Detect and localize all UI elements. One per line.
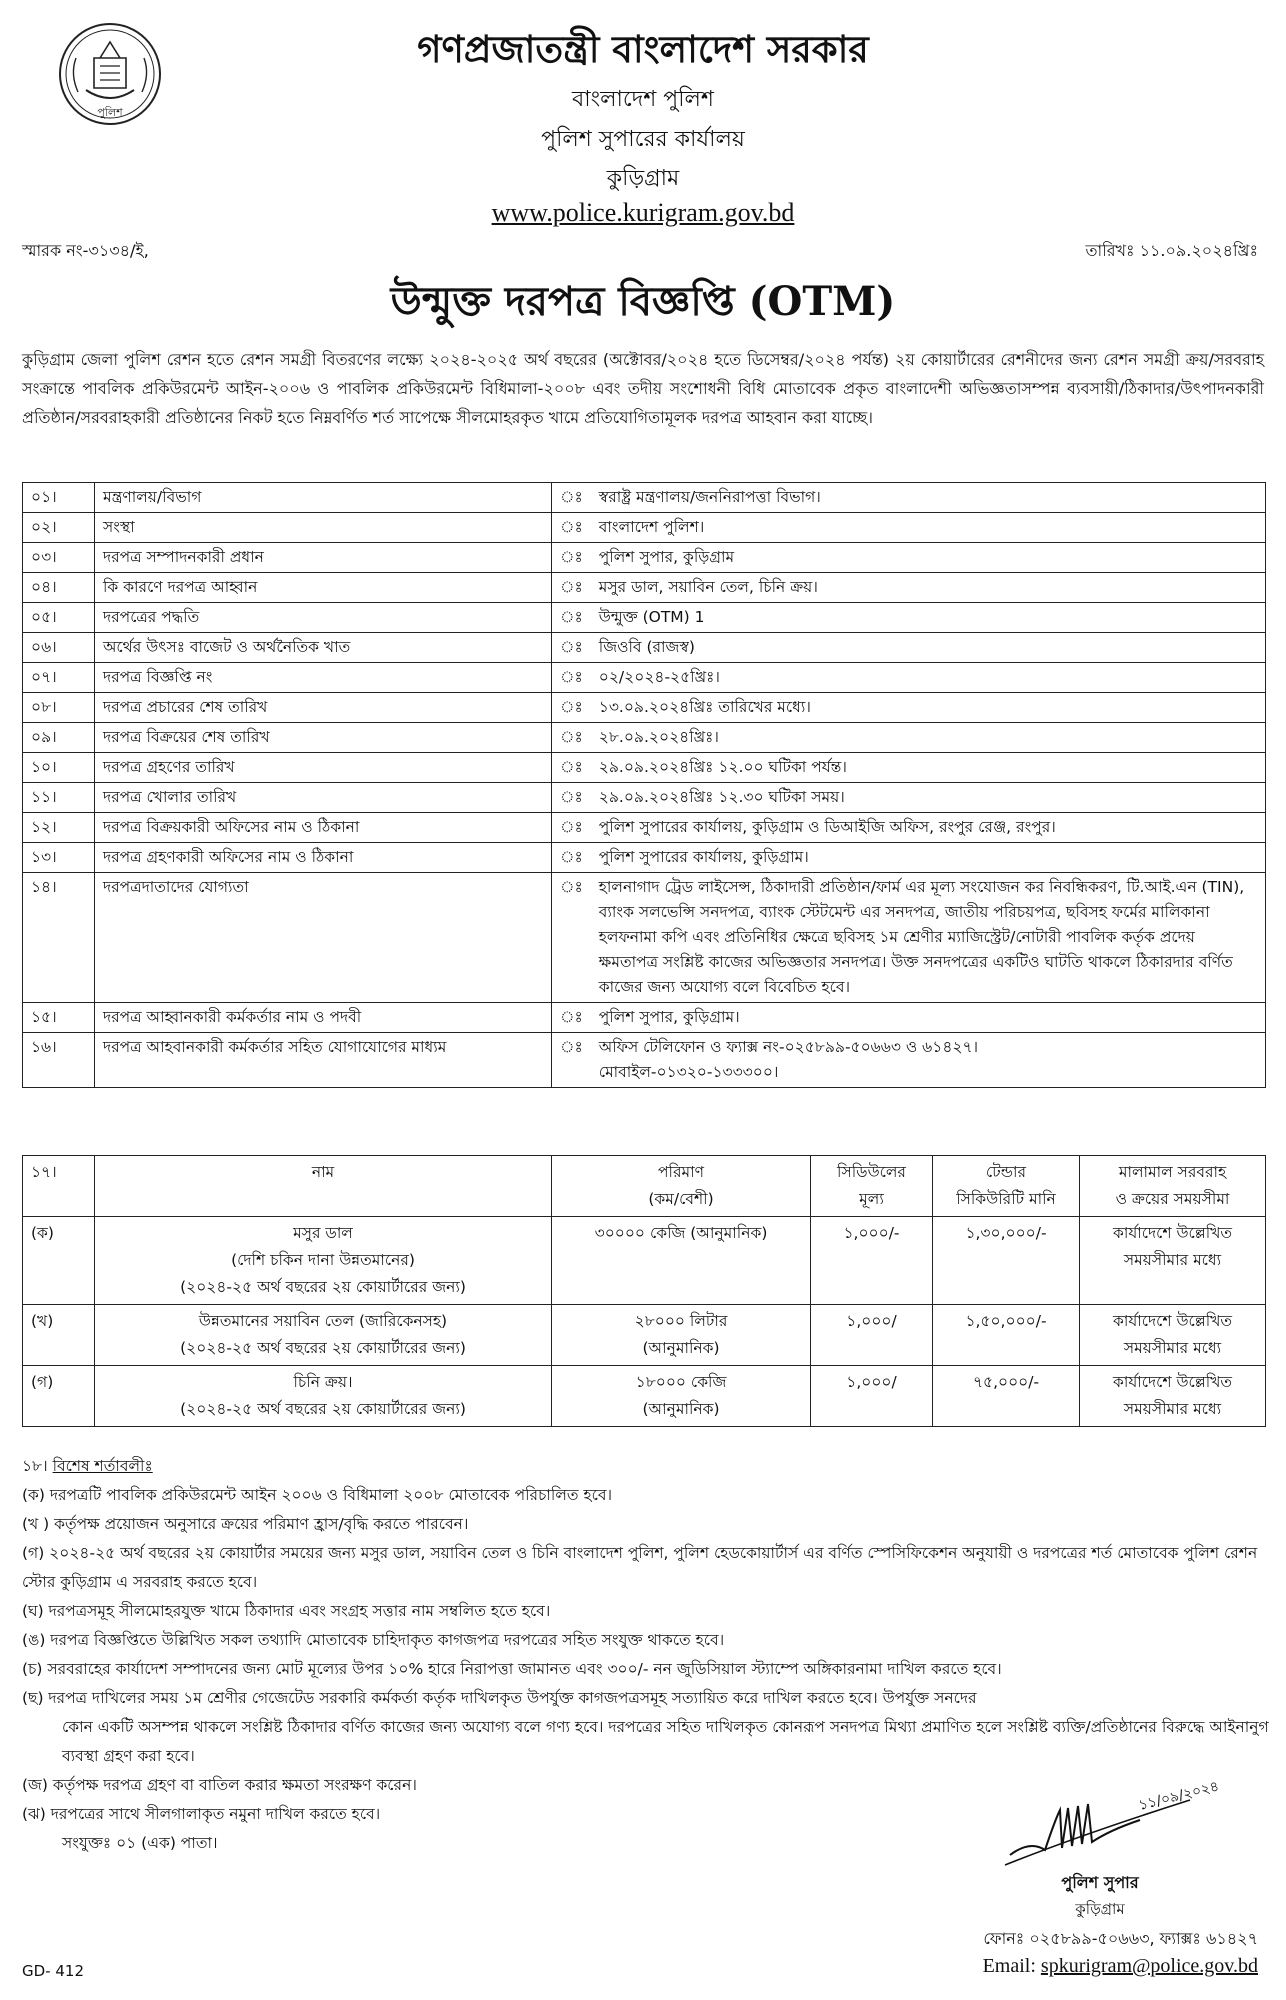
item-name: [95, 1217, 552, 1305]
footer-code: GD- 412: [22, 1962, 84, 1980]
row-label: দরপত্র আহ্বানকারী কর্মকর্তার নাম ও পদবী: [95, 1003, 552, 1033]
items-table: [22, 1155, 1266, 1427]
row-number: ০৮।: [23, 693, 95, 723]
row-value: [591, 753, 1266, 783]
item-quantity-line2: (আনুমানিক): [642, 1339, 720, 1357]
website-link[interactable]: www.police.kurigram.gov.bd: [491, 198, 795, 227]
row-label: সংস্থা: [95, 513, 552, 543]
condition-item: (চ) সরবরাহের কার্যাদেশ সম্পাদনের জন্য মোট মূল্যের উপর ১০% হারে নিরাপত্তা জামানত এবং ৩০০/- নন জুডিসিয়াল স্ট্যাম্পে অঙ্গিকারনামা দাখিল করতে হবে।: [22, 1660, 1002, 1678]
row-label: মন্ত্রণালয়/বিভাগ: [95, 483, 552, 513]
row-colon: ঃ: [552, 603, 591, 633]
signer-location: কুড়িগ্রাম: [1075, 1900, 1125, 1918]
row-number: ১৩।: [23, 843, 95, 873]
row-label: দরপত্র বিজ্ঞপ্তি নং: [95, 663, 552, 693]
header-schedule-fee: [811, 1156, 933, 1217]
info-row: [23, 753, 1266, 783]
row-colon: ঃ: [552, 663, 591, 693]
row-number: ০৬।: [23, 633, 95, 663]
item-time-line1: কার্যাদেশে উল্লেখিত: [1112, 1312, 1233, 1330]
row-value-text: ১৩.০৯.২০২৪খ্রিঃ তারিখের মধ্যে।: [598, 698, 811, 716]
info-row: [23, 573, 1266, 603]
header-quantity-line1: পরিমাণ: [658, 1163, 704, 1181]
info-row: [23, 783, 1266, 813]
item-quantity-line1: ৩০০০০ কেজি (আনুমানিক): [594, 1224, 768, 1242]
item-quantity-line1: ২৮০০০ লিটার: [634, 1312, 728, 1330]
signer-title: পুলিশ সুপার: [1061, 1873, 1139, 1892]
conditions-heading: [22, 1452, 1272, 1481]
district-name: কুড়িগ্রাম: [606, 166, 680, 191]
info-row: [23, 1033, 1266, 1088]
info-row: [23, 663, 1266, 693]
item-time-line1: কার্যাদেশে উল্লেখিত: [1112, 1373, 1233, 1391]
item-quantity: [552, 1217, 811, 1305]
row-value-text-2: মোবাইল-০১৩২০-১৩৩৩০০।: [598, 1063, 779, 1081]
item-name-line1: চিনি ক্রয়।: [293, 1373, 353, 1391]
info-row: [23, 483, 1266, 513]
row-value-text: ২৯.০৯.২০২৪খ্রিঃ ১২.৩০ ঘটিকা সময়।: [598, 788, 845, 806]
row-value: [591, 693, 1266, 723]
row-value: [591, 873, 1266, 1003]
notice-date: তারিখঃ ১১.০৯.২০২৪খ্রিঃ: [1085, 241, 1258, 260]
row-value: [591, 483, 1266, 513]
info-row: [23, 813, 1266, 843]
condition-item: (জ) কর্তৃপক্ষ দরপত্র গ্রহণ বা বাতিল করার ক্ষমতা সংরক্ষণ করেন।: [22, 1776, 417, 1794]
item-schedule-fee: ১,০০০/: [811, 1305, 933, 1366]
item-quantity-line1: ১৮০০০ কেজি: [635, 1373, 727, 1391]
item-name: [95, 1366, 552, 1427]
row-number: ০৩।: [23, 543, 95, 573]
attachment-note: সংযুক্তঃ ০১ (এক) পাতা।: [62, 1834, 218, 1852]
info-row: [23, 1003, 1266, 1033]
signature-icon: [1000, 1778, 1221, 1870]
row-number: ১৫।: [23, 1003, 95, 1033]
memo-number: স্মারক নং-৩১৩৪/ই,: [22, 241, 149, 260]
condition-item: (ঘ) দরপত্রসমূহ সীলমোহরযুক্ত খামে ঠিকাদার এবং সংগ্রহ সত্তার নাম সম্বলিত হতে হবে।: [22, 1602, 551, 1620]
row-colon: ঃ: [552, 1033, 591, 1088]
info-row: [23, 843, 1266, 873]
condition-continuation: কোন একটি অসম্পন্ন থাকলে সংশ্লিষ্ট ঠিকাদার বর্ণিত কাজের জন্য অযোগ্য বলে গণ্য হবে। দরপত্রের সহিত দাখিলকৃত কোনরূপ সনদপত্র মিথ্যা প্রমাণিত হলে সংশ্লিষ্ট ব্যক্তি/প্রতিষ্ঠানের বিরুদ্ধে আইনানুগ ব্যবস্থা গ্রহণ করা হবে।: [62, 1718, 1269, 1765]
row-value-text: পুলিশ সুপার, কুড়িগ্রাম: [598, 548, 735, 566]
item-time-line2: সময়সীমার মধ্যে: [1123, 1339, 1222, 1357]
row-label: দরপত্র গ্রহণকারী অফিসের নাম ও ঠিকানা: [95, 843, 552, 873]
row-label: দরপত্র গ্রহণের তারিখ: [95, 753, 552, 783]
row-value: [591, 543, 1266, 573]
row-value-text: অফিস টেলিফোন ও ফ্যাক্স নং-০২৫৮৯৯-৫০৬৬৩ ও ৬১৪২৭।: [598, 1038, 979, 1056]
item-name-line2: (দেশি চকিন দানা উন্নতমানের): [231, 1251, 415, 1269]
item-time-line2: সময়সীমার মধ্যে: [1123, 1400, 1222, 1418]
item-name-line1: মসুর ডাল: [293, 1224, 353, 1242]
row-value-text: স্বরাষ্ট্র মন্ত্রণালয়/জননিরাপত্তা বিভাগ।: [598, 488, 821, 506]
item-number: (গ): [23, 1366, 95, 1427]
condition-item: (ঙ) দরপত্র বিজ্ঞপ্তিতে উল্লিখিত সকল তথ্যাদি মোতাবেক চাহিদাকৃত কাগজপত্র দরপত্রের সহিত সংযুক্ত থাকতে হবে।: [22, 1631, 725, 1649]
item-time-line1: কার্যাদেশে উল্লেখিত: [1112, 1224, 1233, 1242]
row-label: দরপত্র খোলার তারিখ: [95, 783, 552, 813]
row-colon: ঃ: [552, 753, 591, 783]
office-name: পুলিশ সুপারের কার্যালয়: [541, 127, 745, 152]
item-schedule-fee: ১,০০০/: [811, 1366, 933, 1427]
header-fee-line2: মূল্য: [859, 1190, 884, 1208]
row-number: ১০।: [23, 753, 95, 783]
item-security-money: ১,৫০,০০০/-: [933, 1305, 1080, 1366]
row-colon: ঃ: [552, 783, 591, 813]
row-label: দরপত্র বিক্রয়ের শেষ তারিখ: [95, 723, 552, 753]
row-value: [591, 663, 1266, 693]
item-number: (ক): [23, 1217, 95, 1305]
row-value-text: পুলিশ সুপারের কার্যালয়, কুড়িগ্রাম ও ডিআইজি অফিস, রংপুর রেঞ্জ, রংপুর।: [598, 818, 1056, 836]
row-value-text: উন্মুক্ত (OTM) 1: [598, 608, 705, 626]
row-value: [591, 633, 1266, 663]
row-value: [591, 573, 1266, 603]
item-row: [23, 1366, 1266, 1427]
row-value-text: হালনাগাদ ট্রেড লাইসেন্স, ঠিকাদারী প্রতিষ্ঠান/ফার্ম এর মূল্য সংযোজন কর নিবন্ধিকরণ, টি.আই.এন (TIN), ব্যাংক সলভেন্সি সনদপত্র, ব্যাংক স্টেটমেন্ট এর সনদপত্র, জাতীয় পরিচয়পত্র, ছবিসহ ফর্মের মালিকানা হলফনামা কপি এবং প্রতিনিধির ক্ষেত্রে ছবিসহ ১ম শ্রেণীর ম্যাজিস্ট্রেট/নোটারী পাবলিক কর্তৃক প্রদেয় ক্ষমতাপত্র সংশ্লিষ্ট কাজের অভিজ্ঞতার সনদপত্র। উক্ত সনদপত্রের একটিও ঘাটতি থাকলে ঠিকারদার বর্ণিত কাজের জন্য অযোগ্য বলে বিবেচিত হবে।: [598, 878, 1245, 996]
row-value: [591, 843, 1266, 873]
row-value-text: ২৮.০৯.২০২৪খ্রিঃ।: [598, 728, 719, 746]
row-number: ১৬।: [23, 1033, 95, 1088]
row-value-text: ০২/২০২৪-২৫খ্রিঃ।: [598, 668, 720, 686]
header-time-line2: ও ক্রয়ের সময়সীমা: [1115, 1190, 1230, 1208]
row-value-text: ২৯.০৯.২০২৪খ্রিঃ ১২.০০ ঘটিকা পর্যন্ত।: [598, 758, 847, 776]
row-colon: ঃ: [552, 873, 591, 1003]
row-number: ০১।: [23, 483, 95, 513]
row-number: ০২।: [23, 513, 95, 543]
info-row: [23, 873, 1266, 1003]
row-value: [591, 1033, 1266, 1088]
row-label: দরপত্র আহবানকারী কর্মকর্তার সহিত যোগাযোগের মাধ্যম: [95, 1033, 552, 1088]
row-colon: ঃ: [552, 483, 591, 513]
row-colon: ঃ: [552, 543, 591, 573]
row-value-text: বাংলাদেশ পুলিশ।: [598, 518, 705, 536]
item-schedule-fee: ১,০০০/-: [811, 1217, 933, 1305]
item-row: [23, 1305, 1266, 1366]
row-label: দরপত্রদাতাদের যোগ্যতা: [95, 873, 552, 1003]
contact-email: [983, 1955, 1258, 1978]
intro-paragraph: কুড়িগ্রাম জেলা পুলিশ রেশন হতে রেশন সমগ্রী বিতরণের লক্ষ্যে ২০২৪-২০২৫ অর্থ বছরের (অক্টোবর/২০২৪ হতে ডিসেম্বর/২০২৪ পর্যন্ত) ২য় কোয়ার্টারের রেশনীদের জন্য রেশন সমগ্রী ক্রয়/সরবরাহ সংক্রান্তে পাবলিক প্রকিউরমেন্ট আইন-২০০৬ ও পাবলিক প্রকিউরমেন্ট বিধিমালা-২০০৮ এবং তদীয় সংশোধনী বিধি মোতাবেক প্রকৃত বাংলাদেশী অভিজ্ঞতাসম্পন্ন ব্যবসায়ী/ঠিকাদার/উৎপাদনকারী প্রতিষ্ঠান/সরবরাহকারী প্রতিষ্ঠানের নিকট হতে নিম্নবর্ণিত শর্ত সাপেক্ষে সীলমোহরকৃত খামে প্রতিযোগিতামূলক দরপত্র আহবান করা যাচ্ছে।: [22, 350, 1264, 427]
row-label: কি কারণে দরপত্র আহ্বান: [95, 573, 552, 603]
row-value: [591, 813, 1266, 843]
info-row: [23, 603, 1266, 633]
item-delivery-time: [1080, 1217, 1266, 1305]
row-colon: ঃ: [552, 723, 591, 753]
row-colon: ঃ: [552, 1003, 591, 1033]
row-colon: ঃ: [552, 513, 591, 543]
info-row: [23, 513, 1266, 543]
row-label: দরপত্র বিক্রয়কারী অফিসের নাম ও ঠিকানা: [95, 813, 552, 843]
header-security-line2: সিকিউরিটি মানি: [956, 1190, 1056, 1208]
condition-item: (ছ) দরপত্র দাখিলের সময় ১ম শ্রেণীর গেজেটেড সরকারি কর্মকর্তা কর্তৃক দাখিলকৃত উপর্যুক্ত কাগজপত্রসমূহ সত্যায়িত করে দাখিল করতে হবে। উপর্যুক্ত সনদের: [22, 1689, 977, 1707]
government-title: গণপ্রজাতন্ত্রী বাংলাদেশ সরকার: [417, 27, 869, 71]
item-row: [23, 1217, 1266, 1305]
contact-phone: ফোনঃ ০২৫৮৯৯-৫০৬৬৩, ফ্যাক্সঃ ৬১৪২৭: [983, 1929, 1258, 1948]
row-value-text: মসুর ডাল, সয়াবিন তেল, চিনি ক্রয়।: [598, 578, 818, 596]
row-number: ০৫।: [23, 603, 95, 633]
signature-date: ১১/০৯/২০২৪: [1137, 1778, 1221, 1814]
row-label: দরপত্র সম্পাদনকারী প্রধান: [95, 543, 552, 573]
header-time-line1: মালামাল সরবরাহ: [1118, 1163, 1227, 1181]
row-colon: ঃ: [552, 573, 591, 603]
row-colon: ঃ: [552, 843, 591, 873]
item-name-line1: উন্নতমানের সয়াবিন তেল (জারিকেনসহ): [198, 1312, 448, 1330]
row-number: ০৭।: [23, 663, 95, 693]
row-value: [591, 723, 1266, 753]
items-header-row: [23, 1156, 1266, 1217]
row-value: [591, 603, 1266, 633]
header-delivery-time: [1080, 1156, 1266, 1217]
notice-title: উন্মুক্ত দরপত্র বিজ্ঞপ্তি (OTM): [390, 278, 896, 325]
item-delivery-time: [1080, 1366, 1266, 1427]
item-name: [95, 1305, 552, 1366]
item-section-number: ১৭।: [23, 1156, 95, 1217]
info-row: [23, 723, 1266, 753]
email-address[interactable]: spkurigram@police.gov.bd: [1040, 1955, 1258, 1977]
item-quantity-line2: (আনুমানিক): [642, 1400, 720, 1418]
conditions-number: ১৮।: [22, 1457, 48, 1475]
row-number: ০৯।: [23, 723, 95, 753]
row-colon: ঃ: [552, 813, 591, 843]
row-value: [591, 783, 1266, 813]
item-security-money: ১,৩০,০০০/-: [933, 1217, 1080, 1305]
condition-item: (ক) দরপত্রটি পাবলিক প্রকিউরমেন্ট আইন ২০০৬ ও বিধিমালা ২০০৮ মোতাবেক পরিচালিত হবে।: [22, 1486, 612, 1504]
header-security-line1: টেন্ডার: [985, 1163, 1027, 1181]
header-name: নাম: [95, 1156, 552, 1217]
logo-caption: পুলিশ: [97, 106, 123, 119]
item-time-line2: সময়সীমার মধ্যে: [1123, 1251, 1222, 1269]
conditions-title: বিশেষ শর্তাবলীঃ: [52, 1457, 153, 1475]
email-label: Email:: [982, 1955, 1036, 1977]
item-quantity: [552, 1366, 811, 1427]
condition-item: (খ ) কর্তৃপক্ষ প্রয়োজন অনুসারে ক্রয়ের পরিমাণ হ্রাস/বৃদ্ধি করতে পারবেন।: [22, 1515, 469, 1533]
department-name: বাংলাদেশ পুলিশ: [572, 87, 714, 112]
item-quantity: [552, 1305, 811, 1366]
header-security-money: [933, 1156, 1080, 1217]
row-number: ১১।: [23, 783, 95, 813]
row-label: অর্থের উৎসঃ বাজেট ও অর্থনৈতিক খাত: [95, 633, 552, 663]
row-value-text: পুলিশ সুপার, কুড়িগ্রাম।: [598, 1008, 740, 1026]
row-colon: ঃ: [552, 693, 591, 723]
row-number: ১২।: [23, 813, 95, 843]
row-value: [591, 1003, 1266, 1033]
item-delivery-time: [1080, 1305, 1266, 1366]
item-security-money: ৭৫,০০০/-: [933, 1366, 1080, 1427]
row-number: ১৪।: [23, 873, 95, 1003]
item-name-line3: (২০২৪-২৫ অর্থ বছরের ২য় কোয়ার্টারের জন্য): [180, 1278, 466, 1296]
item-number: (খ): [23, 1305, 95, 1366]
row-colon: ঃ: [552, 633, 591, 663]
info-row: [23, 633, 1266, 663]
row-value-text: জিওবি (রাজস্ব): [598, 638, 695, 656]
item-name-line2: (২০২৪-২৫ অর্থ বছরের ২য় কোয়ার্টারের জন্য): [180, 1400, 466, 1418]
info-row: [23, 543, 1266, 573]
row-label: দরপত্রের পদ্ধতি: [95, 603, 552, 633]
row-number: ০৪।: [23, 573, 95, 603]
item-name-line2: (২০২৪-২৫ অর্থ বছরের ২য় কোয়ার্টারের জন্য): [180, 1339, 466, 1357]
row-value-text: পুলিশ সুপারের কার্যালয়, কুড়িগ্রাম।: [598, 848, 809, 866]
row-value: [591, 513, 1266, 543]
header-fee-line1: সিডিউলের: [837, 1163, 906, 1181]
header-quantity: [552, 1156, 811, 1217]
condition-item: (গ) ২০২৪-২৫ অর্থ বছরের ২য় কোয়ার্টার সময়ের জন্য মসুর ডাল, সয়াবিন তেল ও চিনি বাংলাদেশ পুলিশ, পুলিশ হেডকোয়ার্টার্স এর বর্ণিত স্পেসিফিকেশন অনুযায়ী ও দরপত্রের শর্ত মোতাবেক পুলিশ রেশন স্টোর কুড়িগ্রাম এ সরবরাহ করতে হবে।: [22, 1544, 1258, 1591]
info-row: [23, 693, 1266, 723]
header-quantity-line2: (কম/বেশী): [648, 1190, 714, 1208]
row-label: দরপত্র প্রচারের শেষ তারিখ: [95, 693, 552, 723]
tender-info-table: [22, 482, 1266, 1088]
condition-item: (ঝ) দরপত্রের সাথে সীলগালাকৃত নমুনা দাখিল করতে হবে।: [22, 1805, 381, 1823]
